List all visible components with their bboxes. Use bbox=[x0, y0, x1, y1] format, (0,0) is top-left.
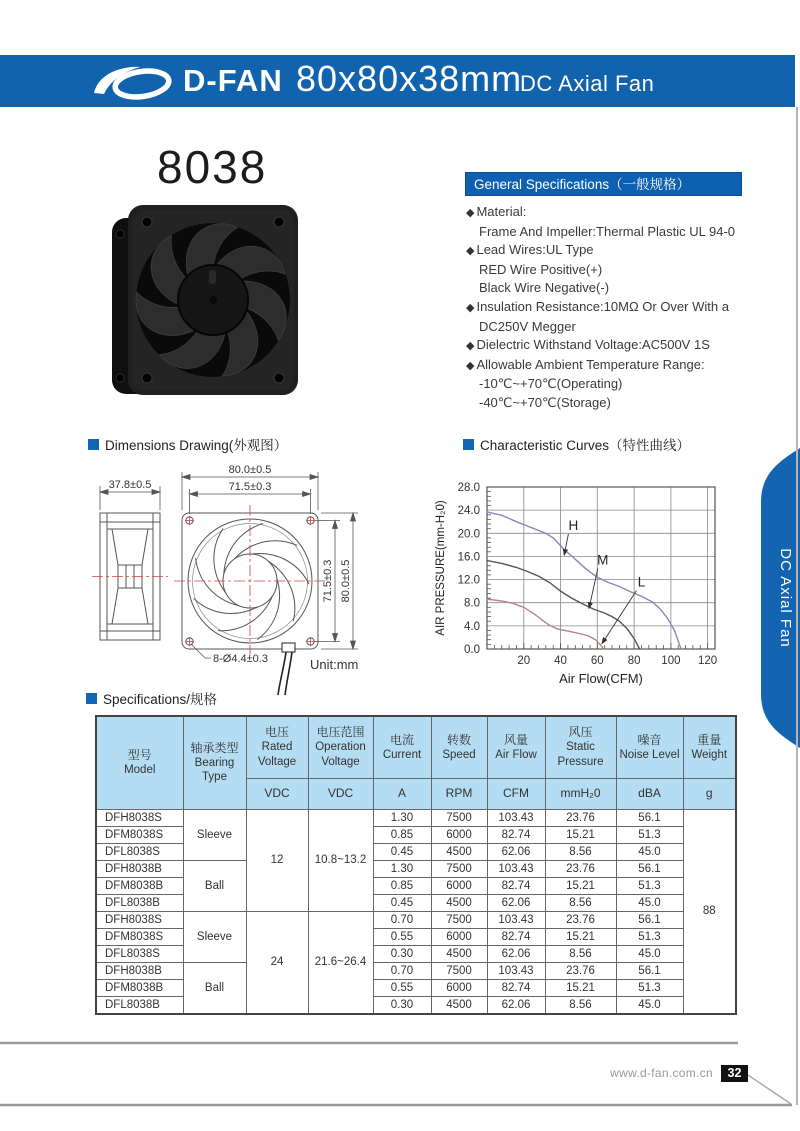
cell-airflow: 62.06 bbox=[487, 996, 545, 1014]
cell-speed: 6000 bbox=[431, 826, 487, 843]
col-unit: g bbox=[683, 778, 736, 809]
cell-speed: 7500 bbox=[431, 860, 487, 877]
cell-model: DFL8038S bbox=[96, 945, 183, 962]
svg-text:20.0: 20.0 bbox=[457, 528, 480, 541]
svg-text:24.0: 24.0 bbox=[457, 505, 480, 518]
cell-model: DFH8038S bbox=[96, 911, 183, 928]
cell-noise: 45.0 bbox=[616, 996, 683, 1014]
cell-noise: 51.3 bbox=[616, 826, 683, 843]
cell-current: 0.85 bbox=[373, 877, 431, 894]
header-product-type: DC Axial Fan bbox=[520, 71, 655, 96]
cell-current: 0.55 bbox=[373, 979, 431, 996]
svg-text:L: L bbox=[637, 574, 646, 590]
dim-height-pitch: 71.5±0.3 bbox=[322, 559, 334, 603]
cell-current: 0.30 bbox=[373, 996, 431, 1014]
diamond-bullet-icon: ◆ bbox=[466, 207, 475, 219]
cell-model: DFL8038B bbox=[96, 996, 183, 1014]
cell-rated-voltage: 24 bbox=[246, 911, 308, 1014]
footer-website: www.d-fan.com.cn bbox=[610, 1066, 713, 1080]
col-unit: RPM bbox=[431, 778, 487, 809]
col-header: 风压 Static Pressure bbox=[545, 716, 616, 778]
cell-bearing: Sleeve bbox=[183, 809, 246, 860]
cell-airflow: 103.43 bbox=[487, 962, 545, 979]
spec-line: ◆ Insulation Resistance:10MΩ Or Over With a bbox=[466, 298, 729, 314]
blue-square-icon bbox=[88, 439, 99, 450]
cell-pressure: 23.76 bbox=[545, 860, 616, 877]
dim-depth: 37.8±0.5 bbox=[108, 479, 152, 491]
cell-speed: 6000 bbox=[431, 877, 487, 894]
cell-current: 0.70 bbox=[373, 911, 431, 928]
cell-operation-voltage: 21.6~26.4 bbox=[308, 911, 373, 1014]
col-header: 电流 Current bbox=[373, 716, 431, 778]
cell-operation-voltage: 10.8~13.2 bbox=[308, 809, 373, 911]
svg-text:AIR PRESSURE(mm-H₂0): AIR PRESSURE(mm-H₂0) bbox=[435, 500, 447, 636]
cell-current: 0.45 bbox=[373, 843, 431, 860]
cell-model: DFH8038B bbox=[96, 962, 183, 979]
dim-height-outer: 80.0±0.5 bbox=[340, 559, 352, 603]
cell-model: DFH8038S bbox=[96, 809, 183, 826]
cell-speed: 7500 bbox=[431, 809, 487, 826]
cell-airflow: 103.43 bbox=[487, 809, 545, 826]
col-unit: A bbox=[373, 778, 431, 809]
cell-airflow: 82.74 bbox=[487, 928, 545, 945]
spec-line: ◆ Lead Wires:UL Type bbox=[466, 242, 594, 258]
cell-airflow: 82.74 bbox=[487, 979, 545, 996]
cell-pressure: 23.76 bbox=[545, 809, 616, 826]
cell-model: DFM8038B bbox=[96, 877, 183, 894]
col-header: 型号 Model bbox=[96, 716, 183, 809]
section-dimensions: Dimensions Drawing(外观图） bbox=[88, 434, 287, 454]
cell-airflow: 103.43 bbox=[487, 911, 545, 928]
diamond-bullet-icon: ◆ bbox=[466, 245, 475, 258]
cell-rated-voltage: 12 bbox=[246, 809, 308, 911]
svg-text:100: 100 bbox=[661, 655, 681, 667]
cell-model: DFL8038S bbox=[96, 843, 183, 860]
cell-weight: 88 bbox=[683, 809, 736, 1014]
cell-airflow: 82.74 bbox=[487, 826, 545, 843]
cell-bearing: Ball bbox=[183, 962, 246, 1014]
cell-pressure: 8.56 bbox=[545, 996, 616, 1014]
cell-current: 1.30 bbox=[373, 860, 431, 877]
col-header: 轴承类型 Bearing Type bbox=[183, 716, 246, 809]
fan-product-photo bbox=[110, 202, 300, 400]
svg-text:H: H bbox=[568, 517, 579, 533]
cell-pressure: 8.56 bbox=[545, 894, 616, 911]
col-header: 噪音 Noise Level bbox=[616, 716, 683, 778]
brand-logo-icon bbox=[92, 63, 182, 105]
cell-current: 1.30 bbox=[373, 809, 431, 826]
cell-airflow: 62.06 bbox=[487, 843, 545, 860]
cell-noise: 51.3 bbox=[616, 877, 683, 894]
brand-name: D-FAN bbox=[183, 63, 283, 98]
diamond-bullet-icon: ◆ bbox=[466, 340, 475, 353]
cell-pressure: 15.21 bbox=[545, 928, 616, 945]
header-size-title: 80x80x38mm bbox=[296, 58, 523, 99]
cell-pressure: 8.56 bbox=[545, 945, 616, 962]
cell-current: 0.30 bbox=[373, 945, 431, 962]
col-unit: VDC bbox=[308, 778, 373, 809]
spec-line: Frame And Impeller:Thermal Plastic UL 94-0 bbox=[479, 223, 736, 239]
unit-label: Unit:mm bbox=[310, 657, 359, 672]
svg-text:Air Flow(CFM): Air Flow(CFM) bbox=[559, 671, 643, 686]
col-header: 电压 Rated Voltage bbox=[246, 716, 308, 778]
general-specs-list bbox=[466, 203, 776, 413]
characteristic-curves-chart bbox=[432, 468, 754, 688]
blue-square-icon bbox=[463, 439, 474, 450]
spec-line: ◆ Material: bbox=[466, 204, 527, 219]
cell-noise: 51.3 bbox=[616, 928, 683, 945]
spec-line: Black Wire Negative(-) bbox=[479, 280, 610, 296]
dim-holes: 8-Ø4.4±0.3 bbox=[213, 653, 268, 665]
cell-speed: 6000 bbox=[431, 979, 487, 996]
col-header: 电压范围 Operation Voltage bbox=[308, 716, 373, 778]
cell-pressure: 15.21 bbox=[545, 826, 616, 843]
cell-model: DFL8038B bbox=[96, 894, 183, 911]
cell-current: 0.45 bbox=[373, 894, 431, 911]
cell-pressure: 23.76 bbox=[545, 911, 616, 928]
svg-text:80: 80 bbox=[627, 655, 641, 667]
cell-noise: 51.3 bbox=[616, 979, 683, 996]
page-right-border bbox=[796, 107, 798, 1105]
cell-bearing: Sleeve bbox=[183, 911, 246, 962]
section-curves: Characteristic Curves（特性曲线） bbox=[463, 434, 690, 454]
svg-text:40: 40 bbox=[554, 655, 567, 667]
cell-speed: 4500 bbox=[431, 996, 487, 1014]
svg-text:16.0: 16.0 bbox=[457, 551, 480, 564]
spec-line: -40℃~+70℃(Storage) bbox=[479, 394, 611, 410]
col-unit: VDC bbox=[246, 778, 308, 809]
svg-text:60: 60 bbox=[590, 655, 604, 667]
svg-text:28.0: 28.0 bbox=[457, 482, 480, 494]
dim-width-outer: 80.0±0.5 bbox=[228, 464, 272, 476]
cell-speed: 6000 bbox=[431, 928, 487, 945]
cell-speed: 4500 bbox=[431, 843, 487, 860]
cell-noise: 45.0 bbox=[616, 843, 683, 860]
svg-text:12.0: 12.0 bbox=[457, 574, 480, 587]
col-header: 风量 Air Flow bbox=[487, 716, 545, 778]
cell-model: DFM8038B bbox=[96, 979, 183, 996]
cell-airflow: 82.74 bbox=[487, 877, 545, 894]
cell-speed: 4500 bbox=[431, 945, 487, 962]
cell-current: 0.85 bbox=[373, 826, 431, 843]
cell-noise: 56.1 bbox=[616, 911, 683, 928]
cell-model: DFH8038B bbox=[96, 860, 183, 877]
side-tab-label: DC Axial Fan bbox=[777, 548, 794, 648]
svg-text:0.0: 0.0 bbox=[464, 644, 480, 656]
cell-noise: 56.1 bbox=[616, 860, 683, 877]
diamond-bullet-icon: ◆ bbox=[466, 301, 475, 314]
cell-pressure: 23.76 bbox=[545, 962, 616, 979]
svg-text:8.0: 8.0 bbox=[464, 597, 480, 610]
cell-speed: 4500 bbox=[431, 894, 487, 911]
svg-text:4.0: 4.0 bbox=[464, 620, 480, 633]
svg-text:M: M bbox=[597, 552, 609, 568]
cell-bearing: Ball bbox=[183, 860, 246, 911]
svg-text:120: 120 bbox=[698, 655, 718, 667]
cell-model: DFM8038S bbox=[96, 928, 183, 945]
model-number-title: 8038 bbox=[157, 141, 268, 193]
cell-noise: 45.0 bbox=[616, 945, 683, 962]
dim-hole-pitch: 71.5±0.3 bbox=[228, 481, 272, 493]
cell-current: 0.55 bbox=[373, 928, 431, 945]
col-header: 重量 Weight bbox=[683, 716, 736, 778]
dimensions-drawing bbox=[78, 462, 430, 697]
cell-speed: 7500 bbox=[431, 962, 487, 979]
spec-line: ◆ Allowable Ambient Temperature Range: bbox=[466, 356, 705, 372]
cell-pressure: 15.21 bbox=[545, 877, 616, 894]
specifications-table bbox=[95, 715, 737, 1015]
spec-line: RED Wire Positive(+) bbox=[479, 261, 603, 277]
diamond-bullet-icon: ◆ bbox=[466, 359, 475, 372]
col-header: 转数 Speed bbox=[431, 716, 487, 778]
cell-airflow: 103.43 bbox=[487, 860, 545, 877]
section-specifications: Specifications/规格 bbox=[86, 688, 217, 708]
cell-noise: 45.0 bbox=[616, 894, 683, 911]
cell-airflow: 62.06 bbox=[487, 894, 545, 911]
spec-line: ◆ Dielectric Withstand Voltage:AC500V 1S bbox=[466, 337, 710, 353]
svg-text:20: 20 bbox=[517, 655, 531, 667]
page-number-badge: 32 bbox=[721, 1065, 748, 1082]
cell-pressure: 8.56 bbox=[545, 843, 616, 860]
spec-line: DC250V Megger bbox=[479, 318, 576, 334]
spec-line: -10℃~+70℃(Operating) bbox=[479, 376, 623, 392]
cell-current: 0.70 bbox=[373, 962, 431, 979]
cell-speed: 7500 bbox=[431, 911, 487, 928]
cell-pressure: 15.21 bbox=[545, 979, 616, 996]
col-unit: mmH₂0 bbox=[545, 778, 616, 809]
cell-airflow: 62.06 bbox=[487, 945, 545, 962]
col-unit: dBA bbox=[616, 778, 683, 809]
col-unit: CFM bbox=[487, 778, 545, 809]
cell-noise: 56.1 bbox=[616, 809, 683, 826]
side-tab bbox=[756, 448, 800, 748]
general-specs-header: General Specifications（一般规格） bbox=[465, 172, 742, 196]
cell-noise: 56.1 bbox=[616, 962, 683, 979]
cell-model: DFM8038S bbox=[96, 826, 183, 843]
